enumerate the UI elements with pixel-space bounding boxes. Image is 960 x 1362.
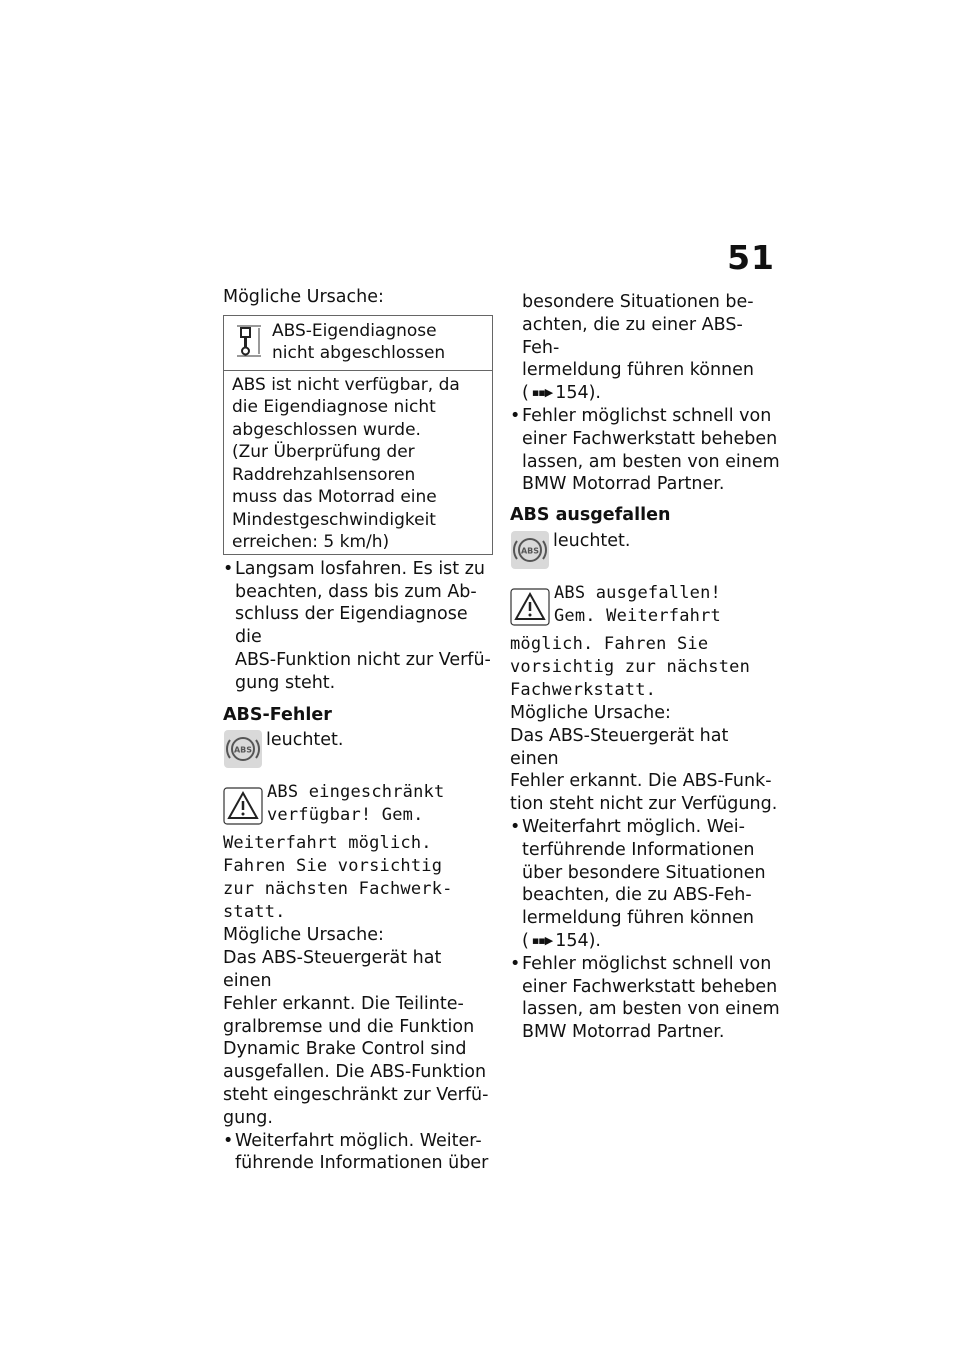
- bullet-line: schluss der Eigendiagnose die: [235, 604, 468, 648]
- bullet-line: BMW Motorrad Partner.: [522, 1022, 725, 1043]
- bullet-line: lermeldung führen können: [522, 908, 754, 929]
- bullet-continuation: [510, 291, 780, 405]
- bullet-line: führende Informationen über: [235, 1153, 489, 1174]
- abs-warning-lamp-icon: [510, 530, 550, 574]
- abs-lamp-label: ABS: [520, 546, 540, 556]
- cause-line: Fehler erkannt. Die ABS-Funk-: [510, 771, 772, 792]
- warning-triangle-icon: [223, 787, 263, 832]
- bullet-line: einer Fachwerkstatt beheben: [522, 976, 778, 997]
- warning-line: verfügbar! Gem.: [267, 805, 424, 826]
- diagnosis-body-line: Raddrehzahlsensoren: [232, 464, 416, 485]
- bullet-line: BMW Motorrad Partner.: [522, 474, 725, 495]
- diagnosis-sensor-icon: [234, 320, 264, 366]
- cause-line: steht eingeschränkt zur Verfü-: [223, 1084, 489, 1105]
- bullet-line: besondere Situationen be-: [522, 292, 754, 312]
- page-reference[interactable]: [522, 930, 601, 953]
- cause-label: Mögliche Ursache:: [223, 287, 384, 307]
- section-heading: ABS ausgefallen: [510, 505, 671, 526]
- diagnosis-title-line: nicht abgeschlossen: [272, 343, 446, 364]
- bullet-line: beachten, dass bis zum Ab-: [235, 581, 477, 602]
- diagnosis-title-line: ABS-Eigendiagnose: [272, 320, 437, 341]
- bullet-line: Fehler möglichst schnell von: [522, 953, 772, 974]
- ref-paren: (: [522, 383, 529, 404]
- right-column: [510, 291, 780, 1044]
- warning-message: [223, 781, 493, 924]
- page-number: 51: [727, 238, 775, 277]
- bullet-line: gung steht.: [235, 672, 336, 693]
- diagnosis-body-line: erreichen: 5 km/h): [232, 532, 390, 553]
- diagnosis-box-title: [272, 320, 445, 365]
- diagnosis-body-line: (Zur Überprüfung der: [232, 442, 415, 463]
- bullet-item: [510, 953, 780, 1044]
- cause-text: [510, 725, 780, 816]
- cause-line: Das ABS-Steuergerät hat einen: [223, 948, 442, 991]
- warning-line: Gem. Weiterfahrt: [554, 605, 721, 626]
- lamp-status-text: leuchtet.: [553, 530, 631, 551]
- bullet-line: Weiterfahrt möglich. Weiter-: [235, 1130, 482, 1151]
- warning-message: [510, 582, 780, 702]
- abs-lamp-label: ABS: [233, 745, 253, 755]
- bullet-line: einer Fachwerkstatt beheben: [522, 428, 778, 449]
- page-reference-arrow-icon: ▪▪▶: [531, 386, 553, 400]
- diagnosis-info-box: [223, 315, 493, 555]
- bullet-line: lassen, am besten von einem: [522, 999, 780, 1020]
- warning-line: vorsichtig zur nächsten: [510, 656, 751, 677]
- warning-line: statt.: [223, 902, 286, 923]
- bullet-dot: •: [223, 558, 234, 579]
- bullet-dot: •: [223, 1130, 234, 1151]
- ref-paren: (: [522, 930, 529, 951]
- diagnosis-body-line: die Eigendiagnose nicht: [232, 397, 436, 418]
- warning-line: ABS ausgefallen!: [554, 582, 721, 603]
- bullet-dot: •: [510, 405, 521, 426]
- warning-line: möglich. Fahren Sie: [510, 633, 709, 654]
- cause-line: tion steht nicht zur Verfügung.: [510, 794, 778, 815]
- warning-line: Fachwerkstatt.: [510, 679, 657, 700]
- bullet-line: terführende Informationen: [522, 839, 755, 860]
- diagnosis-box-body: [224, 371, 492, 554]
- ref-page: 154).: [555, 383, 601, 404]
- bullet-dot: •: [510, 816, 521, 837]
- bullet-item: [223, 558, 493, 695]
- bullet-line: achten, die zu einer ABS-Feh-: [522, 314, 743, 358]
- warning-line: Weiterfahrt möglich.: [223, 833, 432, 854]
- diagnosis-box-header: [224, 316, 492, 371]
- cause-line: gralbremse und die Funktion: [223, 1016, 475, 1037]
- warning-line: ABS eingeschränkt: [267, 782, 445, 803]
- cause-text: [223, 947, 493, 1129]
- page-reference-arrow-icon: ▪▪▶: [531, 933, 553, 947]
- bullet-line: beachten, die zu ABS-Feh-: [522, 885, 752, 906]
- page-reference[interactable]: [522, 382, 601, 405]
- diagnosis-body-line: muss das Motorrad eine: [232, 487, 437, 508]
- ref-page: 154).: [555, 930, 601, 951]
- bullet-line: Fehler möglichst schnell von: [522, 405, 772, 426]
- cause-line: ausgefallen. Die ABS-Funktion: [223, 1062, 487, 1083]
- warning-triangle-icon: [510, 588, 550, 633]
- bullet-dot: •: [510, 953, 521, 974]
- bullet-line: Langsam losfahren. Es ist zu: [235, 558, 485, 579]
- bullet-item: [510, 816, 780, 953]
- bullet-line: ABS-Funktion nicht zur Verfü-: [235, 649, 491, 670]
- abs-warning-lamp-icon: [223, 729, 263, 773]
- bullet-line: Weiterfahrt möglich. Wei-: [522, 816, 745, 837]
- cause-label: Mögliche Ursache:: [510, 702, 671, 723]
- cause-line: gung.: [223, 1107, 273, 1128]
- bullet-line: über besondere Situationen: [522, 862, 766, 883]
- bullet-line: lassen, am besten von einem: [522, 451, 780, 472]
- bullet-item: [223, 1130, 493, 1176]
- bullet-item: [510, 405, 780, 496]
- warning-line: Fahren Sie vorsichtig: [223, 856, 443, 877]
- lamp-row: [510, 530, 780, 574]
- cause-label: Mögliche Ursache:: [223, 925, 384, 946]
- section-heading: ABS-Fehler: [223, 704, 332, 725]
- lamp-row: [223, 729, 493, 773]
- left-column: [223, 286, 493, 1175]
- diagnosis-body-line: abgeschlossen wurde.: [232, 419, 421, 440]
- lamp-status-text: leuchtet.: [266, 730, 344, 751]
- bullet-line: lermeldung führen können: [522, 360, 754, 381]
- warning-line: zur nächsten Fachwerk-: [223, 879, 453, 900]
- diagnosis-body-line: ABS ist nicht verfügbar, da: [232, 374, 460, 395]
- cause-line: Dynamic Brake Control sind: [223, 1039, 467, 1060]
- cause-line: Das ABS-Steuergerät hat einen: [510, 725, 729, 769]
- diagnosis-body-line: Mindestgeschwindigkeit: [232, 509, 436, 530]
- cause-line: Fehler erkannt. Die Teilinte-: [223, 993, 464, 1014]
